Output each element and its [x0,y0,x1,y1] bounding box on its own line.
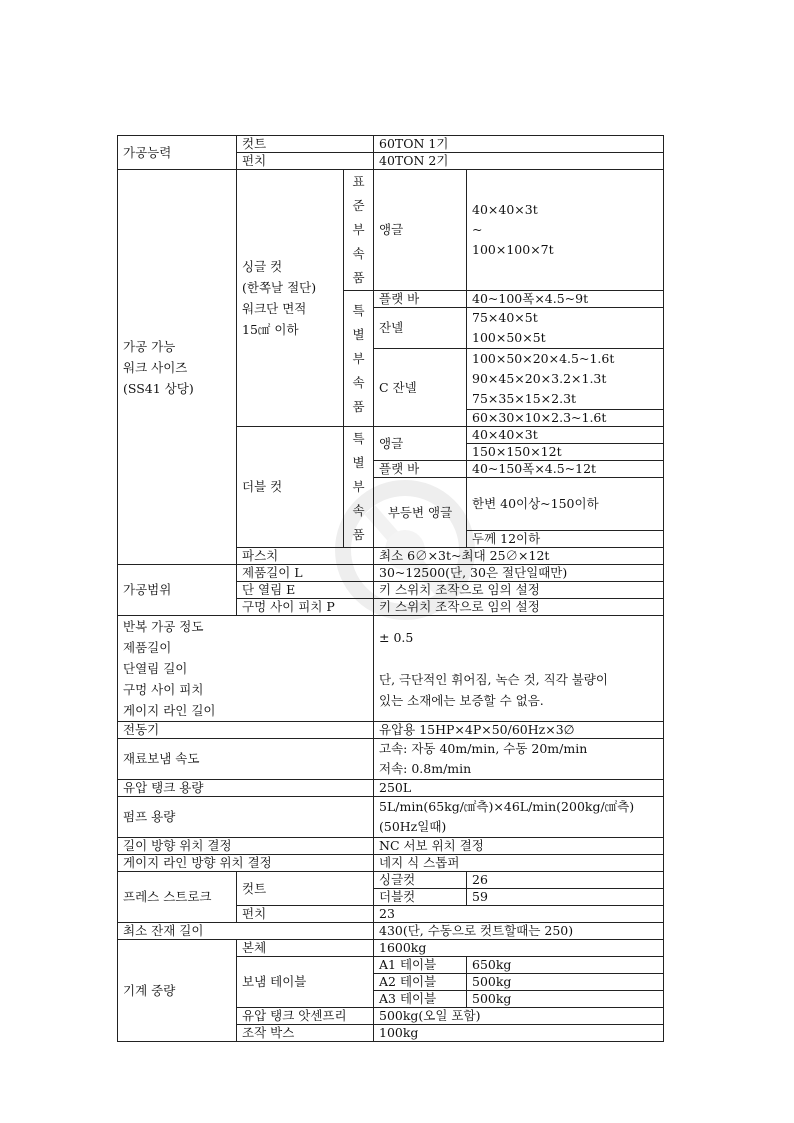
weight-body-value: 1600kg [374,940,664,957]
motor-label: 전동기 [118,722,374,739]
tank-value: 250L [374,780,664,797]
table-row-label: A2 테이블 [374,974,467,991]
punch-value: 최소 6∅×3t~최대 25∅×12t [374,548,664,565]
weight-label: 기계 중량 [118,940,237,1042]
c-channel-value-last: 60×30×10×2.3~1.6t [467,410,664,427]
control-box-label: 조작 박스 [237,1025,374,1042]
angle-label: 앵글 [374,170,467,291]
angle-values: 40×40×3t ~ 100×100×7t [467,170,664,291]
table-row-value: 500kg [467,991,664,1008]
double-flat-bar-value: 40~150폭×4.5~12t [467,461,664,478]
range-row-label: 구멍 사이 피치 P [237,599,374,616]
press-stroke-label: 프레스 스트로크 [118,872,237,923]
range-row-value: 30~12500(단, 30은 절단일때만) [374,565,664,582]
control-box-value: 100kg [374,1025,664,1042]
double-angle-value-1: 40×40×3t [467,427,664,444]
gauge-pos-label: 게이지 라인 방향 위치 결정 [118,855,374,872]
range-label: 가공범위 [118,565,237,616]
flat-bar-value: 40~100폭×4.5~9t [467,291,664,308]
range-row-label: 단 열림 E [237,582,374,599]
unequal-angle-label: 부등변 앵글 [374,478,467,548]
c-channel-label: C 잔넬 [374,349,467,427]
min-remnant-value: 430(단, 수동으로 컷트할때는 250) [374,923,664,940]
motor-value: 유압용 15HP×4P×50/60Hz×3∅ [374,722,664,739]
press-stroke-punch-label: 펀치 [237,906,374,923]
double-angle-label: 앵글 [374,427,467,461]
pump-label: 펌프 용량 [118,797,374,838]
press-stroke-single-value: 26 [467,872,664,889]
min-remnant-label: 최소 잔재 길이 [118,923,374,940]
accuracy-labels: 반복 가공 정도 제품길이 단열림 길이 구멍 사이 피치 게이지 라인 길이 [118,616,374,722]
feed-speed-label: 재료보냄 속도 [118,739,374,780]
table-row-label: A1 테이블 [374,957,467,974]
press-stroke-cut-label: 컷트 [237,872,374,906]
double-flat-bar-label: 플랫 바 [374,461,467,478]
capacity-punch-label: 펀치 [237,153,374,170]
length-pos-label: 길이 방향 위치 결정 [118,838,374,855]
accuracy-value: ± 0.5 단, 극단적인 휘어짐, 녹슨 것, 직각 불량이 있는 소재에는 보증할 수 없음. [374,616,664,722]
capacity-punch-value: 40TON 2기 [374,153,664,170]
special-parts-label: 특 별 부 속 품 [344,291,374,427]
punch-label: 파스치 [237,548,374,565]
weight-body-label: 본체 [237,940,374,957]
press-stroke-punch-value: 23 [374,906,664,923]
capacity-cut-label: 컷트 [237,136,374,153]
press-stroke-single-label: 싱글컷 [374,872,467,889]
flat-bar-label: 플랫 바 [374,291,467,308]
length-pos-value: NC 서보 위치 결정 [374,838,664,855]
table-row-value: 650kg [467,957,664,974]
channel-values: 75×40×5t 100×50×5t [467,308,664,349]
unequal-angle-value-2: 두께 12이하 [467,531,664,548]
press-stroke-double-label: 더블컷 [374,889,467,906]
double-special-parts-label: 특 별 부 속 품 [344,427,374,548]
capacity-label: 가공능력 [118,136,237,170]
range-row-value: 키 스위치 조작으로 임의 설정 [374,599,664,616]
tank-assy-label: 유압 탱크 앗센프리 [237,1008,374,1025]
gauge-pos-value: 네지 식 스톱퍼 [374,855,664,872]
spec-table [117,135,664,1042]
standard-parts-label: 표 준 부 속 품 [344,170,374,291]
channel-label: 잔넬 [374,308,467,349]
capacity-cut-value: 60TON 1기 [374,136,664,153]
single-cut-label: 싱글 컷 (한쪽날 절단) 워크단 면적 15㎠ 이하 [237,170,344,427]
double-angle-value-2: 150×150×12t [467,444,664,461]
tank-assy-value: 500kg(오일 포함) [374,1008,664,1025]
double-cut-label: 더블 컷 [237,427,344,548]
unequal-angle-value-1: 한변 40이상~150이하 [467,478,664,531]
tank-label: 유압 탱크 용량 [118,780,374,797]
table-row-value: 500kg [467,974,664,991]
range-row-label: 제품길이 L [237,565,374,582]
table-row-label: A3 테이블 [374,991,467,1008]
feed-table-label: 보냄 테이블 [237,957,374,1008]
c-channel-values: 100×50×20×4.5~1.6t 90×45×20×3.2×1.3t 75×35×15×2.3t [467,349,664,410]
feed-speed-values: 고속: 자동 40m/min, 수동 20m/min 저속: 0.8m/min [374,739,664,780]
work-size-label: 가공 가능 워크 사이즈 (SS41 상당) [118,170,237,565]
range-row-value: 키 스위치 조작으로 임의 설정 [374,582,664,599]
pump-values: 5L/min(65kg/㎠측)×46L/min(200kg/㎠측) (50Hz일때) [374,797,664,838]
press-stroke-double-value: 59 [467,889,664,906]
